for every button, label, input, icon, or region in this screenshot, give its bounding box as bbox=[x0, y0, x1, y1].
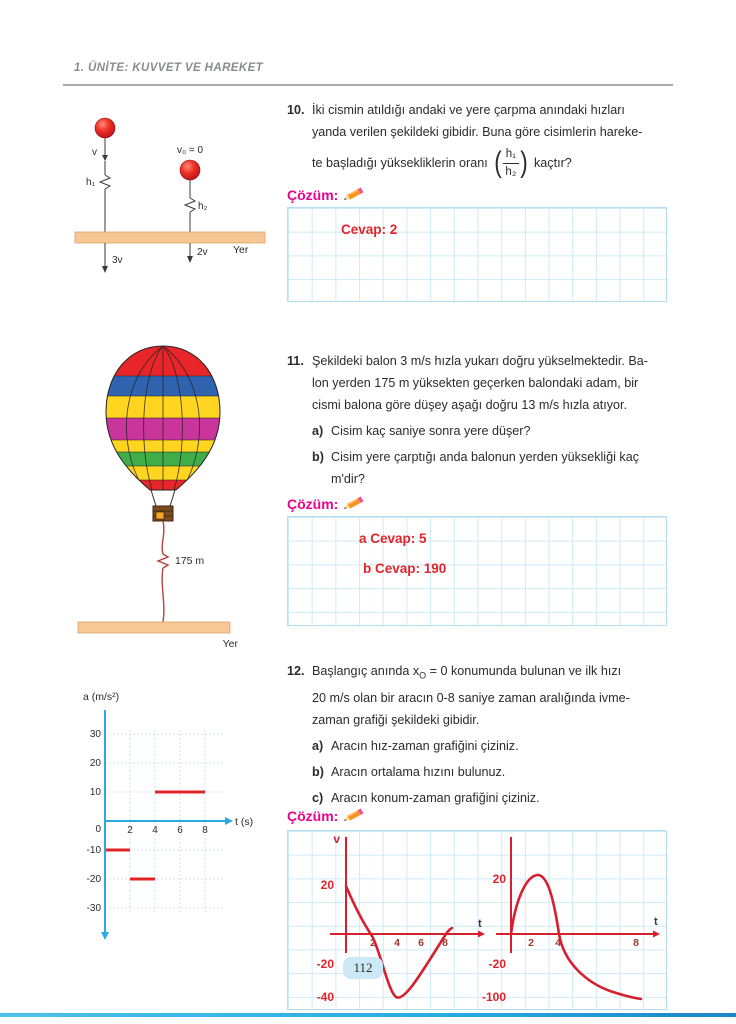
ball-1 bbox=[95, 118, 115, 138]
problem-12-item-b bbox=[312, 761, 673, 783]
label-yer-10: Yer bbox=[233, 244, 249, 256]
balloon-envelope bbox=[100, 344, 226, 494]
problem-12-line3: zaman grafiği şekildeki gibidir. bbox=[312, 712, 480, 727]
problem-11-text bbox=[287, 350, 673, 490]
line1-post: = 0 konumunda bulunan ve ilk hızı bbox=[426, 664, 622, 678]
solution-row-11 bbox=[287, 494, 367, 512]
xt-tick-4: 4 bbox=[555, 937, 561, 949]
problem-12-number: 12. bbox=[287, 664, 305, 678]
solution-label-12: Çözüm: bbox=[287, 808, 339, 824]
answer-10: Cevap: 2 bbox=[341, 222, 398, 237]
problem-12-item-a bbox=[312, 735, 673, 757]
problem-12-text bbox=[287, 660, 673, 809]
solution-row-10 bbox=[287, 185, 367, 203]
label-yer-11: Yer bbox=[222, 638, 238, 650]
problem-12-graph bbox=[75, 686, 254, 946]
label-h2: h₂ bbox=[198, 201, 208, 212]
item-c-label: c) bbox=[312, 790, 324, 805]
xt-t-label: t bbox=[654, 916, 658, 928]
xt-tick-8: 8 bbox=[633, 937, 639, 949]
fraction-numerator: h₁ bbox=[503, 147, 519, 164]
xtick-8: 8 bbox=[202, 825, 208, 836]
height-ratio-fraction bbox=[503, 147, 519, 180]
vt-v-label: v bbox=[333, 832, 340, 846]
problem-10-number: 10. bbox=[287, 103, 305, 117]
item-b-label: b) bbox=[312, 450, 324, 464]
xtick-6: 6 bbox=[177, 825, 183, 836]
problem-11-item-b bbox=[312, 446, 673, 490]
xt-tick-2: 2 bbox=[528, 937, 534, 949]
ytick-10: 10 bbox=[89, 787, 101, 798]
h1-squiggle bbox=[100, 175, 110, 189]
problem-11-line2: lon yerden 175 m yüksekten geçerken balondaki adam, bir bbox=[312, 376, 639, 390]
problem-12-line2: 20 m/s olan bir aracın 0-8 saniye zaman aralığında ivme- bbox=[312, 690, 630, 705]
ytick-m30: -30 bbox=[86, 903, 101, 914]
ytick-0: 0 bbox=[95, 824, 101, 835]
xt-value-m100: -100 bbox=[481, 990, 506, 1004]
vt-t-axis-arrow bbox=[478, 931, 485, 938]
x-axis-label: t (s) bbox=[235, 816, 254, 828]
ytick-m10: -10 bbox=[86, 845, 101, 856]
unit-header: 1. ÜNİTE: KUVVET VE HAREKET bbox=[74, 62, 264, 74]
xt-t-axis-arrow bbox=[653, 931, 660, 938]
string-squiggle bbox=[158, 554, 168, 568]
answer-11b: b Cevap: 190 bbox=[363, 561, 447, 576]
vt-t-label: t bbox=[478, 918, 482, 930]
problem-12-line1 bbox=[312, 660, 673, 687]
solution-label-11: Çözüm: bbox=[287, 496, 339, 512]
solution-sketches bbox=[288, 831, 668, 1009]
arrow-3v bbox=[102, 266, 108, 273]
item-c-text: Aracın konum-zaman grafiğini çiziniz. bbox=[331, 790, 540, 805]
item-a-label: a) bbox=[312, 738, 324, 753]
problem-11-number: 11. bbox=[287, 354, 304, 368]
page-number: 112 bbox=[353, 960, 373, 975]
label-v0: v₀ = 0 bbox=[176, 145, 204, 156]
item-a-label: a) bbox=[312, 424, 324, 438]
bottom-rule bbox=[0, 1013, 736, 1017]
problem-10-line3-pre: te başladığı yüksekliklerin oranı bbox=[312, 156, 488, 170]
item-b-text1: Cisim yere çarptığı anda balonun yerden yüksekliği kaç bbox=[331, 450, 640, 464]
vt-tick-2: 2 bbox=[370, 937, 376, 949]
problem-10-text bbox=[287, 99, 673, 183]
x-subscript: O bbox=[419, 670, 427, 681]
label-h1: h₁ bbox=[86, 177, 95, 188]
header-rule bbox=[63, 84, 673, 86]
item-b-text: Aracın ortalama hızını bulunuz. bbox=[331, 764, 506, 779]
open-paren: ( bbox=[493, 146, 502, 179]
solution-grid-11 bbox=[287, 516, 667, 626]
vt-tick-8: 8 bbox=[442, 937, 448, 949]
vt-value-m40: -40 bbox=[316, 990, 334, 1004]
problem-11-line1: Şekildeki balon 3 m/s hızla yukarı doğru yükselmektedir. Ba- bbox=[312, 354, 648, 368]
item-b-label: b) bbox=[312, 764, 324, 779]
string-upper bbox=[162, 521, 164, 554]
vt-value-m20: -20 bbox=[316, 957, 334, 971]
item-a-text: Aracın hız-zaman grafiğini çiziniz. bbox=[331, 738, 519, 753]
problem-11-line3: cismi balona göre düşey aşağı doğru 13 m/s hızla atıyor. bbox=[312, 398, 628, 412]
problem-10-diagram bbox=[70, 103, 270, 278]
problem-10-line3-post: kaçtır? bbox=[534, 156, 572, 170]
arrow-v-down bbox=[102, 155, 108, 161]
label-v: v bbox=[92, 147, 97, 158]
page-number-pill bbox=[343, 957, 383, 979]
solution-grid-10 bbox=[287, 207, 667, 302]
string-lower bbox=[162, 568, 164, 622]
problem-10-line2: yanda verilen şekildeki gibidir. Buna göre cisimlerin hareke- bbox=[312, 125, 643, 139]
item-b-text2: m'dir? bbox=[331, 472, 365, 486]
arrow-2v bbox=[187, 256, 193, 263]
solution-row-12 bbox=[287, 806, 367, 824]
xtick-2: 2 bbox=[127, 825, 133, 836]
label-175m: 175 m bbox=[175, 555, 205, 567]
solution-grid-12 bbox=[287, 830, 667, 1010]
vt-value-20: 20 bbox=[320, 878, 334, 892]
pencil-icon bbox=[343, 806, 367, 824]
problem-11-item-a bbox=[312, 420, 673, 442]
pencil-icon bbox=[343, 494, 367, 512]
t-axis-arrow bbox=[225, 817, 233, 825]
line1-pre: Başlangıç anında x bbox=[312, 664, 420, 678]
xtick-4: 4 bbox=[152, 825, 158, 836]
close-paren: ) bbox=[520, 146, 528, 179]
pencil-icon bbox=[343, 185, 367, 203]
xt-value-20: 20 bbox=[492, 872, 506, 886]
answer-11a: a Cevap: 5 bbox=[359, 531, 427, 546]
problem-10-line3 bbox=[312, 143, 673, 183]
ground-bar-11 bbox=[78, 622, 230, 633]
fraction-denominator: h₂ bbox=[505, 165, 517, 178]
ground-bar bbox=[75, 232, 265, 243]
ball-2 bbox=[180, 160, 200, 180]
problem-10-line1: İki cismin atıldığı andaki ve yere çarpma anındaki hızları bbox=[312, 103, 625, 117]
label-2v: 2v bbox=[197, 247, 208, 258]
problem-11-diagram bbox=[75, 340, 240, 655]
ytick-20: 20 bbox=[89, 758, 101, 769]
a-axis-arrow bbox=[101, 932, 109, 940]
label-3v: 3v bbox=[112, 255, 123, 266]
item-a-text: Cisim kaç saniye sonra yere düşer? bbox=[331, 424, 531, 438]
ytick-m20: -20 bbox=[86, 874, 101, 885]
vt-tick-4: 4 bbox=[394, 937, 400, 949]
h2-squiggle bbox=[185, 198, 195, 212]
y-axis-label: a (m/s²) bbox=[83, 691, 120, 703]
ytick-30: 30 bbox=[89, 729, 101, 740]
xt-value-m20: -20 bbox=[488, 957, 506, 971]
solution-label-10: Çözüm: bbox=[287, 187, 339, 203]
vt-tick-6: 6 bbox=[418, 937, 424, 949]
